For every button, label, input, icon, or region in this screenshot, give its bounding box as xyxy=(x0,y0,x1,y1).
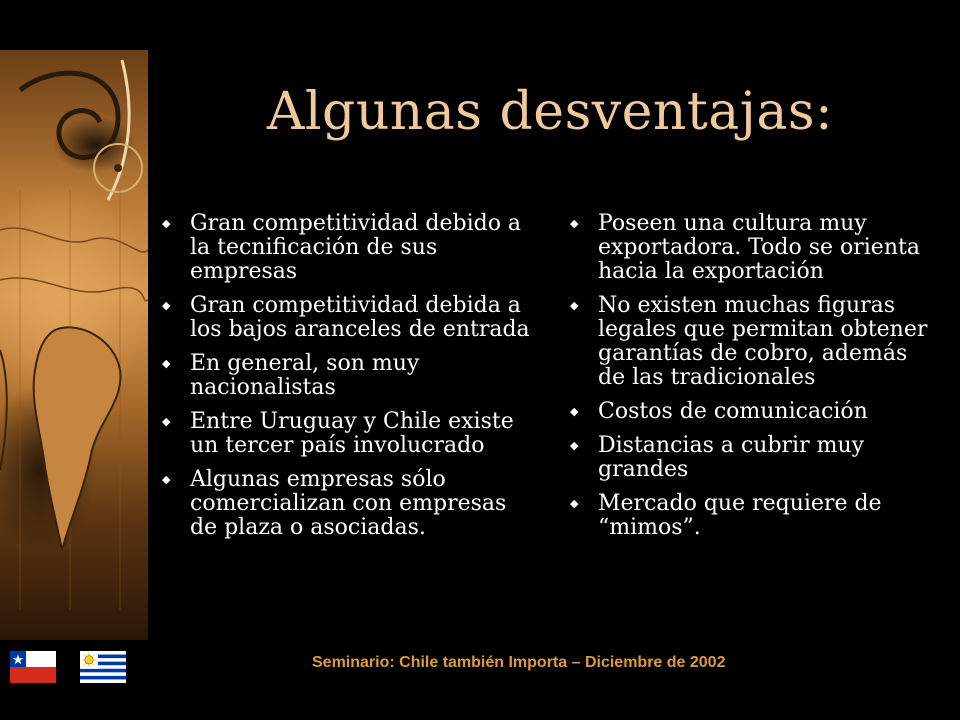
list-item xyxy=(160,352,540,400)
diamond-bullet-icon: ◆ xyxy=(570,439,579,452)
list-item xyxy=(568,212,940,284)
diamond-bullet-icon: ◆ xyxy=(570,497,579,510)
list-item xyxy=(568,294,940,390)
list-item xyxy=(160,212,540,284)
bullet-text: Gran competitividad debida a los bajos aranceles de entrada xyxy=(190,293,530,342)
bullet-text: Mercado que requiere de “mimos”. xyxy=(598,491,882,540)
diamond-bullet-icon: ◆ xyxy=(162,299,171,312)
left-bullet-list xyxy=(160,212,540,550)
diamond-bullet-icon: ◆ xyxy=(162,217,171,230)
bullet-text: En general, son muy nacionalistas xyxy=(190,351,420,400)
map-illustration xyxy=(0,50,148,640)
list-item xyxy=(160,410,540,458)
list-item xyxy=(568,434,940,482)
bullet-text: Algunas empresas sólo comercializan con empresas de plaza o asociadas. xyxy=(190,467,507,540)
bullet-text: Distancias a cubrir muy grandes xyxy=(598,433,865,482)
diamond-bullet-icon: ◆ xyxy=(570,217,579,230)
uruguay-flag-icon xyxy=(80,651,126,683)
bullet-text: Gran competitividad debido a la tecnificación de sus empresas xyxy=(190,211,522,284)
diamond-bullet-icon: ◆ xyxy=(162,357,171,370)
diamond-bullet-icon: ◆ xyxy=(162,415,171,428)
diamond-bullet-icon: ◆ xyxy=(570,405,579,418)
diamond-bullet-icon: ◆ xyxy=(162,473,171,486)
bullet-text: Entre Uruguay y Chile existe un tercer país involucrado xyxy=(190,409,514,458)
list-item xyxy=(160,294,540,342)
decorative-map-image xyxy=(0,50,148,640)
bullet-text: No existen muchas figuras legales que permitan obtener garantías de cobro, además de las tradicionales xyxy=(598,293,928,390)
list-item xyxy=(568,400,940,424)
right-bullet-list xyxy=(568,212,940,550)
diamond-bullet-icon: ◆ xyxy=(570,299,579,312)
bullet-text: Poseen una cultura muy exportadora. Todo se orienta hacia la exportación xyxy=(598,211,920,284)
slide-title: Algunas desventajas: xyxy=(266,82,834,142)
bullet-text: Costos de comunicación xyxy=(598,399,868,424)
list-item xyxy=(568,492,940,540)
list-item xyxy=(160,468,540,540)
footer-text: Seminario: Chile también Importa – Diciembre de 2002 xyxy=(312,654,726,671)
chile-flag-icon xyxy=(10,651,56,683)
